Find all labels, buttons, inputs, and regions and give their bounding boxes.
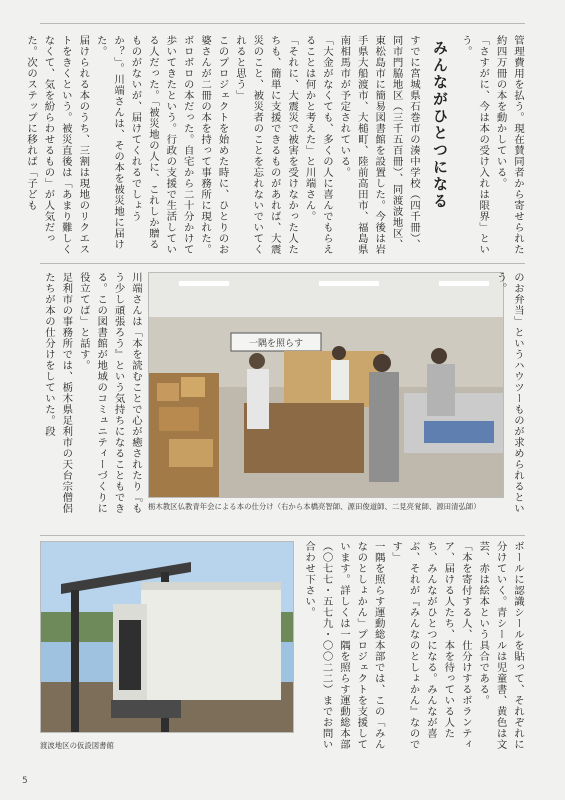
article-body-middle-left: 川端さんは「本を読むことで心が癒されたり『もう少し頑張ろう』という気持ちになることもできる。この図書館が地域のコミュニティーづくりに役立てば」と話す。 足利市の事務所では、栃木県足利市の天台宗僧侶たちが本の仕分けをしていた。段 <box>42 272 142 514</box>
photo-banner-text: 一隅を照らす <box>248 339 304 349</box>
temporary-library-caption: 渡波地区の仮設図書館 <box>40 741 114 750</box>
sorting-photo-caption: 栃木教区仏教青年会による本の仕分け（右から本橋亮智師、源田俊道師、二見亮覚師、源田清弘師） <box>148 502 481 511</box>
article-body-top: すでに宮城県石巻市の湊中学校（四千冊）、同市門脇地区（三千五百冊）、同渡波地区、東松島市に簡易図書館を設置した。今後は岩手県大船渡市、大槌町、陸前高田市、福島県南相馬市が予定されている。 「大金がなくても、多くの人に喜んでもらえることは何かと考えた」と川端さん。 「それに、大震災で被害を受けなかった人たちも、簡単に支援できるものがあれば、大震災のこと、被災者のことを忘れないでいてくれると思う」 このプロジェクトを始めた時に、ひとりのお婆さんが二冊の本を持って事務所に現れた。ボロボロの本だった。自宅から二十分かけて歩いてきたという。行政の支援で生活している人だった。「被災地の人に、これしか贈るものがないが、届けてくれるでしょうか？」。川端さんは、その本を被災地に届けた。 届けられる本のうち、三割は現地のリクエストをきくという。被災直後は「あまり難しくなくて、気を紛らわせるもの」が人気だった。次のステップに移れば「子ども <box>25 35 420 255</box>
top-rule <box>40 23 525 24</box>
article-body-middle-right: のお弁当」というハウツーものが求められるという。 <box>494 272 524 514</box>
article-continuation: 管理費用を払う。現在賛同者から寄せられた約四万冊の本を動かしている。 「さすがに、今は本の受け入れは限界」という。 <box>459 35 524 255</box>
sorting-photo <box>148 272 504 498</box>
lower-rule <box>40 535 525 536</box>
middle-rule <box>40 263 525 264</box>
page-number: 5 <box>22 776 28 786</box>
temporary-library-photo <box>40 541 294 733</box>
section-heading: みんながひとつになる <box>431 40 449 210</box>
article-body-bottom: ボールに認識シールを貼って、それぞれに分けていく。青シールは児童書、黄色は文芸、赤は絵本という具合である。 「本を寄付する人、仕分けするボランティア、届ける人たち、本を待っている人たち、みんながひとつになる。みんなが喜ぶ、それが『みんなのとしょかん』なのです」 一隅を照らす運動総本部では、この「みんなのとしょかん」プロジェクトを支援しています。詳しくは一隅を照らす運動総本部（〇七七・五七九・〇〇二二）までお問い合わせ下さい。 <box>303 541 524 750</box>
